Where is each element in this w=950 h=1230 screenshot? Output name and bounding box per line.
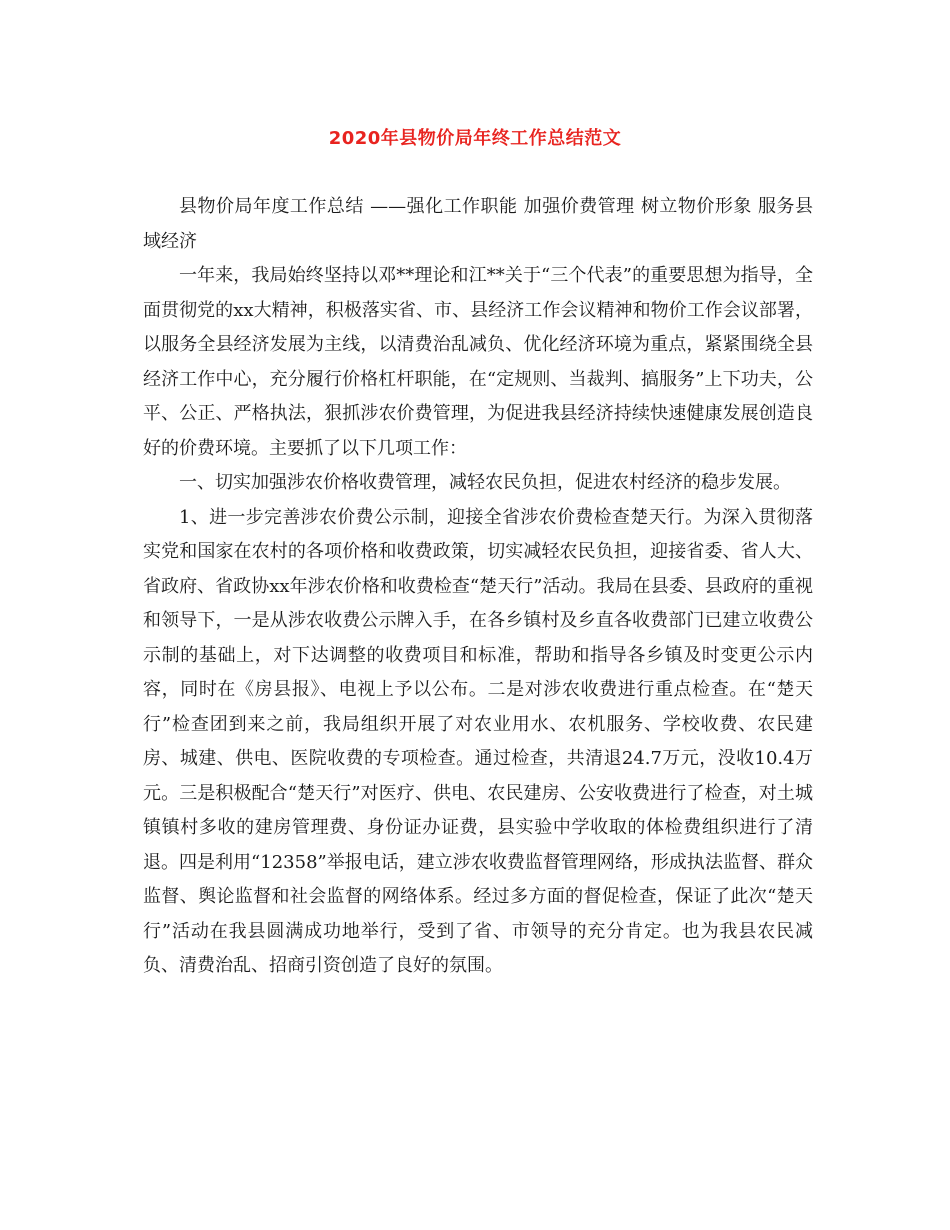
paragraph-item-1: 1、进一步完善涉农价费公示制，迎接全省涉农价费检查楚天行。为深入贯彻落实党和国家在农村的各项价格和收费政策，切实减轻农民负担，迎接省委、省人大、省政府、省政协xx年涉农价格和收费检查“楚天行”活动。我局在县委、县政府的重视和领导下，一是从涉农收费公示牌入手，在各乡镇村及乡直各收费部门已建立收费公示制的基础上，对下达调整的收费项目和标准，帮助和指导各乡镇及时变更公示内容，同时在《房县报》、电视上予以公布。二是对涉农收费进行重点检查。在“楚天行”检查团到来之前，我局组织开展了对农业用水、农机服务、学校收费、农民建房、城建、供电、医院收费的专项检查。通过检查，共清退24.7万元，没收10.4万元。三是积极配合“楚天行”对医疗、供电、农民建房、公安收费进行了检查，对土城镇镇村多收的建房管理费、身份证办证费，县实验中学收取的体检费组织进行了清退。四是利用“12358”举报电话，建立涉农收费监督管理网络，形成执法监督、群众监督、舆论监督和社会监督的网络体系。经过多方面的督促检查，保证了此次“楚天行”活动在我县圆满成功地举行，受到了省、市领导的充分肯定。也为我县农民减负、清费治乱、招商引资创造了良好的氛围。 [143, 506, 813, 976]
paragraph-section-heading: 一、切实加强涉农价格收费管理，减轻农民负担，促进农村经济的稳步发展。 [179, 472, 791, 493]
document-body [143, 190, 813, 984]
document-title: 2020年县物价局年终工作总结范文 [328, 128, 622, 149]
paragraph-intro: 一年来，我局始终坚持以邓**理论和江**关于“三个代表”的重要思想为指导，全面贯彻党的xx大精神，积极落实省、市、县经济工作会议精神和物价工作会议部署，以服务全县经济发展为主线，以清费治乱减负、优化经济环境为重点，紧紧围绕全县经济工作中心，充分履行价格杠杆职能，在“定规则、当裁判、搞服务”上下功夫，公平、公正、严格执法，狠抓涉农价费管理，为促进我县经济持续快速健康发展创造良好的价费环境。主要抓了以下几项工作： [143, 265, 813, 459]
paragraph-subtitle: 县物价局年度工作总结 ——强化工作职能 加强价费管理 树立物价形象 服务县域经济 [143, 196, 813, 252]
